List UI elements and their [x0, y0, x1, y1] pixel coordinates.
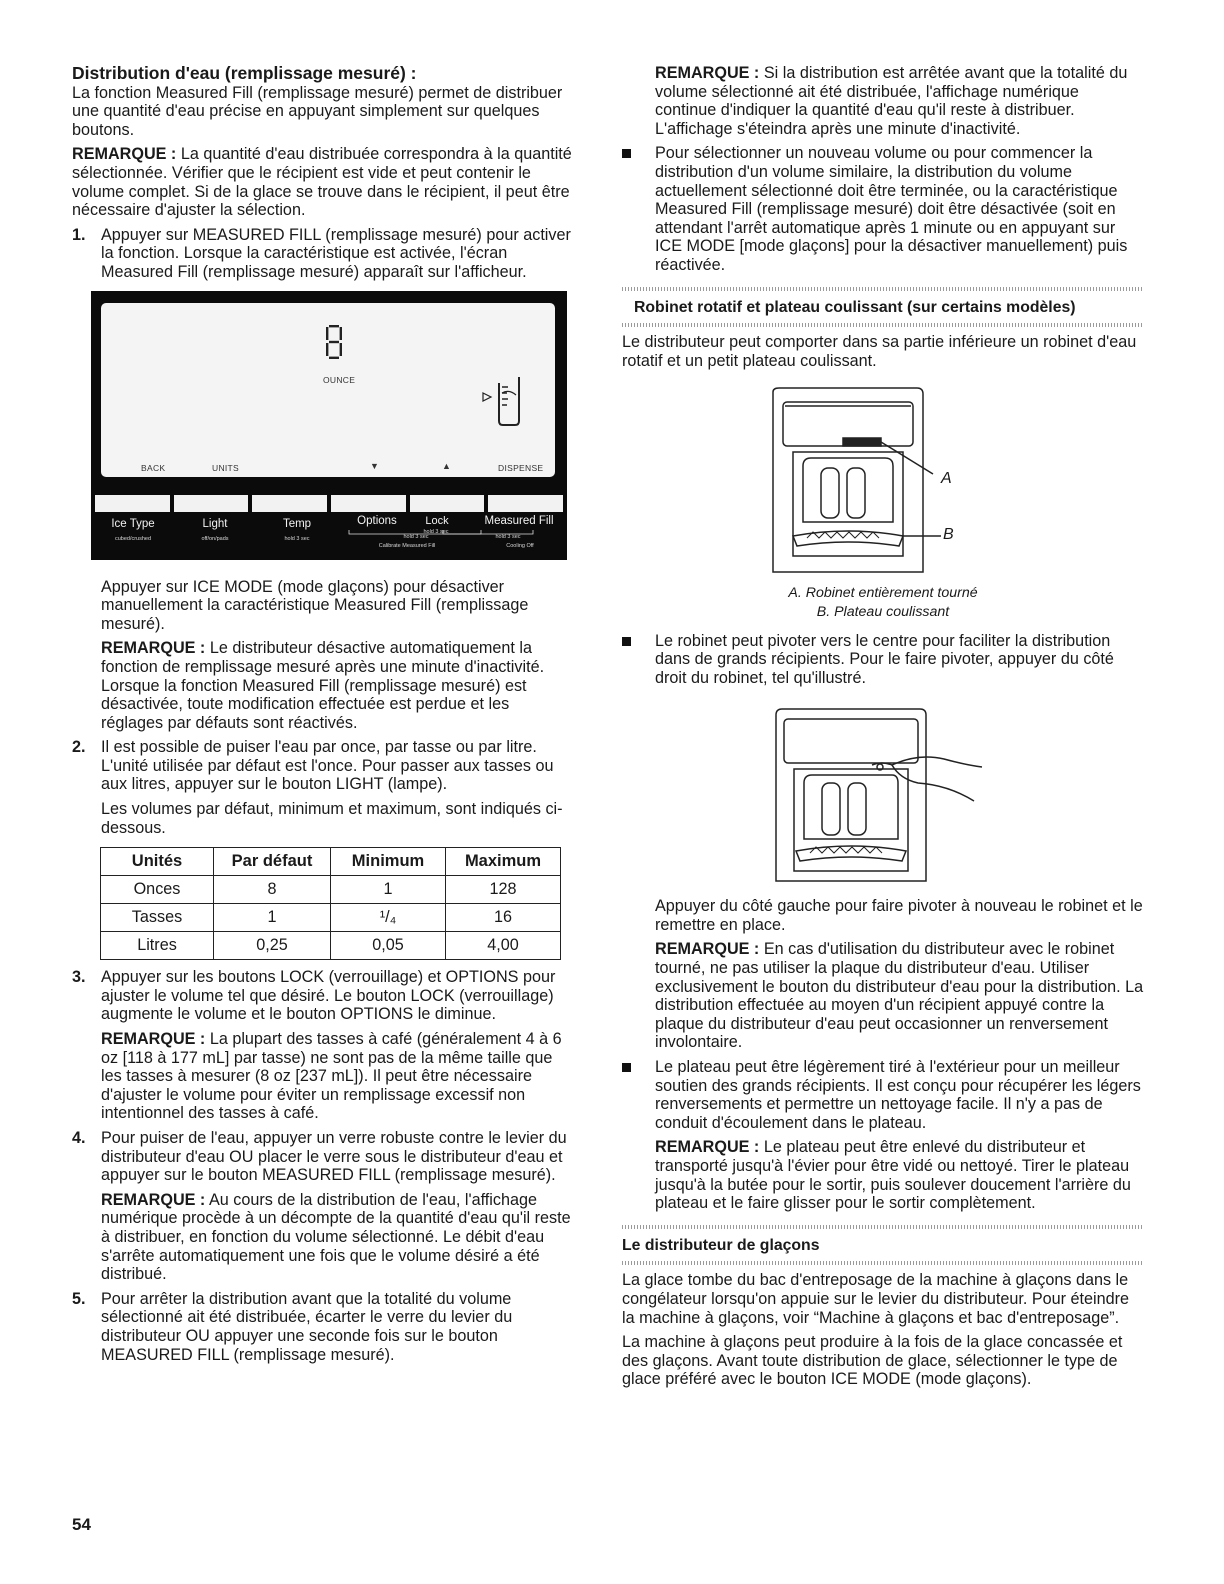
caption-a: A. Robinet entièrement tourné — [788, 585, 978, 602]
note-text: Le distributeur désactive automatiquement la fonction de remplissage mesuré après une minute d'inactivité. Lorsque la fonction Measured Fill (remplissage mesuré) est désactivée, toute modification effectuée est perdue et les réglages par défauts sont réactivés. — [101, 639, 545, 732]
bullet-item — [622, 632, 1144, 688]
dispense-label: DISPENSE — [498, 462, 544, 473]
ice-paragraph-2: La machine à glaçons peut produire à la fois de la glace concassée et des glaçons. Avant toute distribution de glace, sélectionner le type de glace préféré avec le bouton ICE MODE (mode glaçons). — [622, 1333, 1123, 1389]
table-cell: 1 — [214, 904, 331, 932]
section-title: Le distributeur de glaçons — [622, 1236, 820, 1254]
btn-ice-type-sub: cubed/crushed — [114, 535, 152, 542]
step-2 — [72, 738, 572, 794]
section-header-ice — [622, 1219, 1144, 1272]
left-column — [72, 64, 572, 1370]
dispenser-illustration — [763, 386, 1003, 576]
hatch-rule — [622, 323, 1144, 327]
note-label: REMARQUE : — [655, 1138, 760, 1157]
note-paragraph-4 — [101, 1191, 572, 1284]
btn-temp-label: Temp — [282, 517, 312, 530]
section1-intro: Le distributeur peut comporter dans sa partie inférieure un robinet d'eau rotatif et un petit plateau coulissant. — [622, 333, 1137, 370]
note-paragraph-3 — [101, 1030, 572, 1123]
bullet-square-icon — [622, 637, 631, 646]
table-row — [101, 904, 561, 932]
step-text: Pour arrêter la distribution avant que la totalité du volume sélectionné ait été distribuée, écarter le verre du levier du distributeur OU appuyer une seconde fois sur le bouton MEASURED FILL (remplissage mesuré). — [101, 1289, 513, 1364]
table-cell: 128 — [446, 876, 561, 904]
note-label: REMARQUE : — [655, 64, 760, 82]
step1-after: Appuyer sur ICE MODE (mode glaçons) pour désactiver manuellement la caractéristique Measured Fill (remplissage mesuré). — [101, 577, 529, 633]
table-cell: Litres — [101, 932, 214, 960]
intro-paragraph: La fonction Measured Fill (remplissage mesuré) permet de distribuer une quantité d'eau précise en appuyant simplement sur quelques boutons. — [72, 83, 563, 139]
bullet-text: Le robinet peut pivoter vers le centre pour faciliter la distribution dans de grands récipients. Pour le faire pivoter, appuyer du côté droit du robinet, tel qu'illustré. — [655, 631, 1114, 687]
page-number: 54 — [72, 1515, 91, 1534]
key-lock[interactable] — [410, 495, 485, 512]
note-text: La quantité d'eau distribuée correspondra à la quantité sélectionnée. Vérifier que le récipient est vide et peut contenir le volume complet. Si de la glace se trouve dans le récipient, il peut être nécessaire d'ajuster la sélection. — [72, 145, 572, 220]
hand-push-illustration — [768, 705, 998, 883]
btn-lock-sub: hold 3 sec — [423, 528, 449, 535]
table-cell: 0,05 — [331, 932, 446, 960]
dispenser-figure-1 — [763, 386, 1003, 576]
step-text: Appuyer sur MEASURED FILL (remplissage mesuré) pour activer la fonction. Lorsque la caractéristique est activée, l'écran Measured Fill (remplissage mesuré) apparaît sur l'afficheur. — [101, 225, 571, 281]
back-label: BACK — [141, 462, 166, 473]
btn-ice-type-label: Ice Type — [111, 517, 155, 530]
table-cell: ¹/₄ — [331, 904, 446, 932]
col-header: Par défaut — [214, 848, 331, 876]
figure-label-a: A — [941, 470, 952, 488]
note-paragraph-2 — [101, 639, 572, 732]
units-label: UNITS — [212, 462, 239, 473]
note-label: REMARQUE : — [101, 1190, 206, 1209]
btn-light-sub: off/on/pads — [201, 535, 229, 542]
table-row — [101, 932, 561, 960]
step2-subtext: Les volumes par défaut, minimum et maximum, sont indiqués ci-dessous. — [101, 800, 563, 837]
bullet-text: Le plateau peut être légèrement tiré à l'extérieur pour un meilleur soutien des grands récipients. Il est conçu pour récupérer les légers renversements et permettre un nettoyage facile. Il n'y a pas de conduit d'écoulement dans le plateau. — [655, 1058, 1141, 1132]
cooling-off-label: Cooling Off — [506, 542, 534, 549]
section-title: Robinet rotatif et plateau coulissant (sur certains modèles) — [634, 298, 1076, 316]
right-column — [622, 64, 1144, 1395]
left-side-paragraph: Appuyer du côté gauche pour faire pivoter à nouveau le robinet et le remettre en place. — [655, 897, 1143, 934]
note-paragraph — [72, 145, 572, 219]
col-header: Minimum — [331, 848, 446, 876]
table-cell: 8 — [214, 876, 331, 904]
step-4 — [72, 1129, 572, 1185]
table-cell: 16 — [446, 904, 561, 932]
step-number: 2. — [72, 738, 86, 757]
key-temp[interactable] — [252, 495, 327, 512]
key-strip — [95, 495, 563, 512]
section-header-faucet — [622, 281, 1144, 334]
down-arrow-icon: ▼ — [370, 460, 380, 471]
dispenser-figure-2 — [768, 705, 998, 883]
btn-temp-sub: hold 3 sec — [284, 535, 310, 542]
control-panel-illustration — [91, 291, 567, 560]
note-label: REMARQUE : — [101, 639, 206, 658]
col-header: Maximum — [446, 848, 561, 876]
table-cell: Tasses — [101, 904, 214, 932]
seven-segment-digit — [325, 325, 343, 359]
section-heading-measured-fill: Distribution d'eau (remplissage mesuré) : — [72, 63, 417, 83]
glass-icon — [481, 373, 527, 427]
step-text: Pour puiser de l'eau, appuyer un verre robuste contre le levier du distributeur d'eau OU placer le verre sous le distributeur d'eau et appuyer sur le bouton MEASURED FILL (remplissage mesuré). — [101, 1129, 567, 1185]
note-paragraph-faucet — [655, 940, 1144, 1052]
bullet-square-icon — [622, 1063, 631, 1072]
button-labels — [95, 515, 563, 555]
lcd-screen — [101, 303, 555, 477]
step-number: 1. — [72, 225, 86, 244]
step-number: 3. — [72, 968, 86, 987]
bullet-item — [622, 144, 1144, 274]
key-ice-type[interactable] — [95, 495, 170, 512]
note-label: REMARQUE : — [72, 145, 177, 164]
ice-paragraph-1: La glace tombe du bac d'entreposage de la machine à glaçons dans le congélateur lorsqu'on appuie sur le levier du distributeur. Pour éteindre la machine à glaçons, voir “Machine à glaçons et bac d'entreposage”. — [622, 1271, 1130, 1327]
calibrate-label: Calibrate Measured Fill — [378, 542, 436, 549]
table-header-row — [101, 848, 561, 876]
note-text: Au cours de la distribution de l'eau, l'affichage numérique procède à un décompte de la quantité d'eau qu'il reste à distribuer, en fonction du volume sélectionné. Le débit d'eau s'arrête automatiquement une fois que le volume désiré a été distribué. — [101, 1190, 571, 1284]
step-text: Il est possible de puiser l'eau par once, par tasse ou par litre. L'unité utilisée par défaut est l'once. Pour passer aux tasses ou aux litres, appuyer sur le bouton LIGHT (lampe). — [101, 738, 554, 794]
note-text: La plupart des tasses à café (généralement 4 à 6 oz [118 à 177 mL] par tasse) ne sont pas de la même taille que les tasses à mesurer (8 oz [237 mL]). Il peut être nécessaire d'ajuster le volume pour éviter un remplissage excessif non intentionnel des tasses à café. — [101, 1030, 562, 1123]
note-label: REMARQUE : — [101, 1030, 206, 1049]
note-label: REMARQUE : — [655, 940, 760, 959]
table-cell: Onces — [101, 876, 214, 904]
note-paragraph-tray — [655, 1138, 1144, 1212]
caption-b: B. Plateau coulissant — [816, 603, 950, 620]
note-text: Si la distribution est arrêtée avant que la totalité du volume sélectionné ait été distribuée, l'affichage numérique continue d'indiquer la quantité d'eau qu'il reste à distribuer. L'affichage s'éteindra après une minute d'inactivité. — [655, 64, 1128, 138]
note-text: Le plateau peut être enlevé du distributeur et transporté jusqu'à l'évier pour être vidé ou nettoyé. Tirer le plateau jusqu'à la butée pour le sortir, puis soulever doucement l'arrière du plateau et le faire glisser pour le sortir complètement. — [655, 1138, 1131, 1213]
note-paragraph-top — [655, 64, 1144, 138]
table-cell: 4,00 — [446, 932, 561, 960]
table-cell: 1 — [331, 876, 446, 904]
col-header: Unités — [101, 848, 214, 876]
note-text: En cas d'utilisation du distributeur avec le robinet tourné, ne pas utiliser la plaque du distributeur d'eau. Utiliser exclusivement le bouton du distributeur d'eau pour la distribution. La distribution effectuée au moyen d'un récipient appuyé contre la plaque du distributeur d'eau peut occasionner un renversement involontaire. — [655, 940, 1144, 1052]
figure-caption — [622, 584, 1144, 621]
step-1 — [72, 226, 572, 282]
volume-table — [100, 847, 561, 960]
btn-measured-fill-label: Measured Fill — [484, 514, 554, 527]
bullet-square-icon — [622, 149, 631, 158]
step-text: Appuyer sur les boutons LOCK (verrouillage) et OPTIONS pour ajuster le volume tel que désiré. Le bouton LOCK (verrouillage) augmente le volume et le bouton OPTIONS le diminue. — [101, 968, 556, 1024]
up-arrow-icon: ▲ — [442, 460, 452, 471]
table-row — [101, 876, 561, 904]
key-measured-fill[interactable] — [488, 495, 563, 512]
hatch-rule — [622, 1261, 1144, 1265]
btn-measured-fill-sub: hold 3 sec — [495, 533, 521, 540]
ounce-label: OUNCE — [323, 374, 356, 385]
bullet-text: Pour sélectionner un nouveau volume ou pour commencer la distribution d'un volume similaire, la distribution du volume actuellement sélectionné doit être terminée, ou la caractéristique Measured Fill (remplissage mesuré) doit être désactivée (soit en attendant l'arrêt automatique après 1 minute ou en appuyant sur ICE MODE [mode glaçons] pour la désactiver manuellement) puis réactivée. — [655, 144, 1128, 274]
btn-light-label: Light — [202, 517, 228, 530]
key-light[interactable] — [174, 495, 249, 512]
figure-label-b: B — [943, 526, 954, 544]
table-cell: 0,25 — [214, 932, 331, 960]
step-3 — [72, 968, 572, 1024]
btn-options-sub: hold 3 sec — [403, 533, 429, 540]
btn-options-label: Options — [357, 514, 397, 527]
step-5 — [72, 1290, 572, 1364]
step-number: 4. — [72, 1129, 86, 1147]
key-options[interactable] — [331, 495, 406, 512]
btn-lock-label: Lock — [425, 514, 449, 527]
step-number: 5. — [72, 1289, 86, 1308]
bullet-item — [622, 1058, 1144, 1132]
